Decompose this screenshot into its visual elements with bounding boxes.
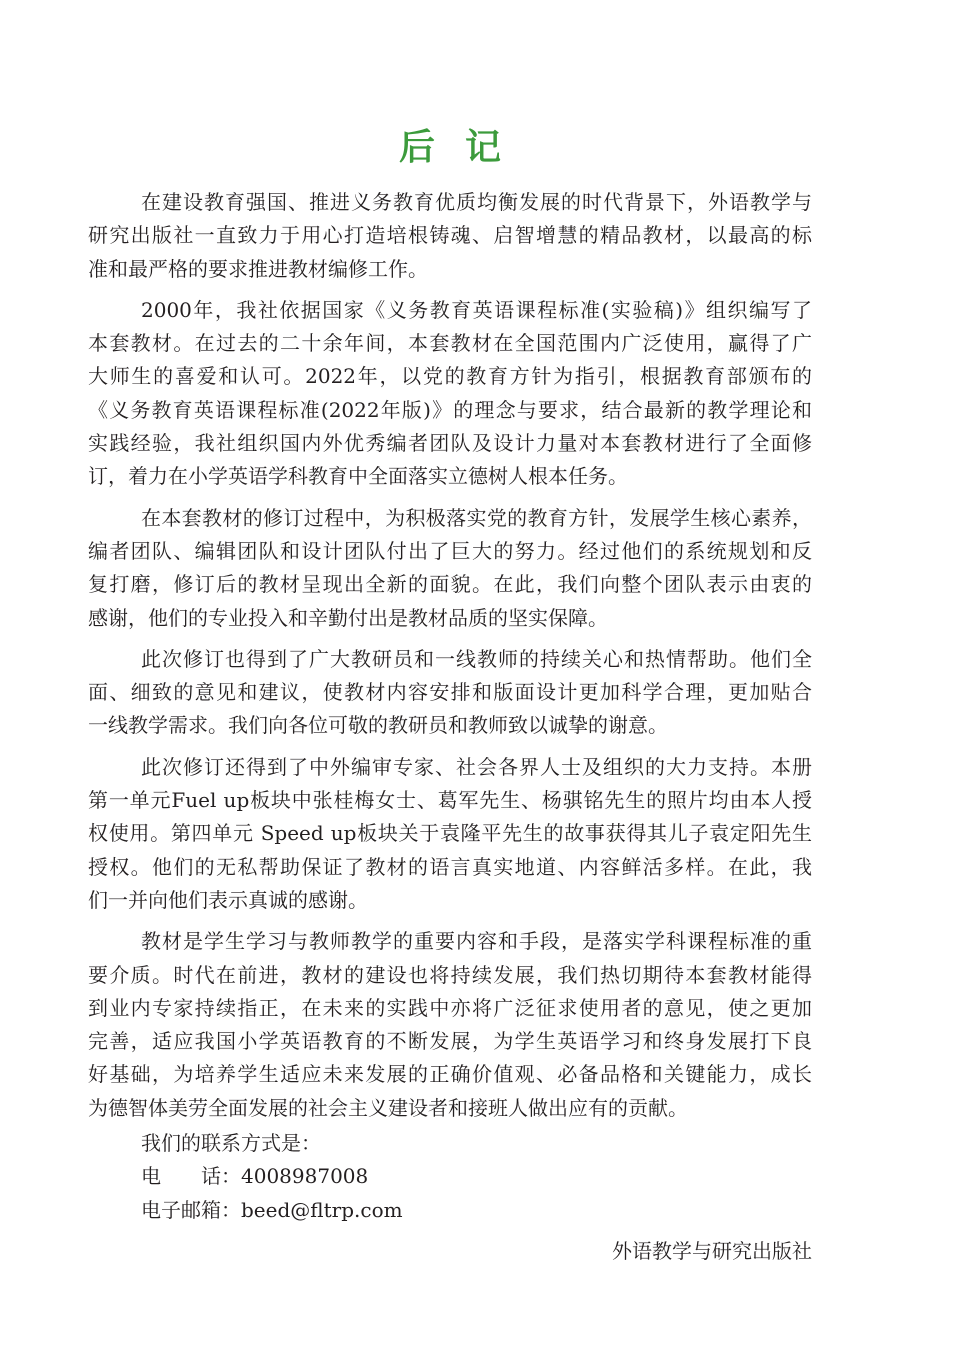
document-body — [88, 186, 812, 1268]
paragraph-line: 完善，适应我国小学英语教育的不断发展，为学生英语学习和终身发展打下良 — [88, 1029, 812, 1054]
paragraph-line: 为德智体美劳全面发展的社会主义建设者和接班人做出应有的贡献。 — [88, 1095, 688, 1120]
contact-info — [88, 1127, 812, 1227]
paragraph-line: 此次修订也得到了广大教研员和一线教师的持续关心和热情帮助。他们全 — [141, 646, 812, 671]
paragraph — [88, 925, 812, 1125]
paragraph-line: 第一单元Fuel up板块中张桂梅女士、葛军先生、杨骐铭先生的照片均由本人授 — [88, 788, 812, 813]
paragraph-line: 授权。他们的无私帮助保证了教材的语言真实地道、内容鲜活多样。在此，我 — [88, 854, 812, 879]
paragraph-line: 权使用。第四单元 Speed up板块关于袁隆平先生的故事获得其儿子袁定阳先生 — [88, 821, 812, 846]
paragraph-line: 要介质。时代在前进，教材的建设也将持续发展，我们热切期待本套教材能得 — [88, 962, 812, 987]
paragraph-line: 在本套教材的修订过程中，为积极落实党的教育方针，发展学生核心素养， — [141, 505, 812, 530]
publisher-signature: 外语教学与研究出版社 — [612, 1238, 812, 1263]
paragraph-line: 到业内专家持续指正，在未来的实践中亦将广泛征求使用者的意见，使之更加 — [88, 995, 812, 1020]
email-address: beed@fltrp.com — [241, 1197, 403, 1222]
phone-label: 电 话： — [141, 1164, 241, 1189]
phone-number: 4008987008 — [241, 1164, 369, 1189]
paragraph — [88, 186, 812, 286]
paragraph-line: 们一并向他们表示真诚的感谢。 — [88, 887, 368, 912]
paragraph-line: 本套教材。在过去的二十余年间，本套教材在全国范围内广泛使用，赢得了广 — [88, 331, 812, 356]
page-title: 后记 — [398, 127, 531, 168]
paragraph-line: 2000年，我社依据国家《义务教育英语课程标准(实验稿)》组织编写了 — [141, 297, 812, 322]
contact-phone-row — [141, 1160, 812, 1193]
paragraph-line: 研究出版社一直致力于用心打造培根铸魂、启智增慧的精品教材，以最高的标 — [88, 223, 812, 248]
paragraph-line: 编者团队、编辑团队和设计团队付出了巨大的努力。经过他们的系统规划和反 — [88, 538, 812, 563]
paragraph-line: 实践经验，我社组织国内外优秀编者团队及设计力量对本套教材进行了全面修 — [88, 431, 812, 456]
paragraph-list — [88, 186, 812, 1125]
paragraph-line: 此次修订还得到了中外编审专家、社会各界人士及组织的大力支持。本册 — [141, 754, 812, 779]
paragraph — [88, 294, 812, 494]
email-label: 电子邮箱： — [141, 1197, 241, 1222]
paragraph-line: 复打磨，修订后的教材呈现出全新的面貌。在此，我们向整个团队表示由衷的 — [88, 572, 812, 597]
paragraph-line: 订，着力在小学英语学科教育中全面落实立德树人根本任务。 — [88, 464, 628, 489]
contact-email-row — [141, 1194, 812, 1227]
paragraph — [88, 502, 812, 635]
paragraph-line: 好基础，为培养学生适应未来发展的正确价值观、必备品格和关键能力，成长 — [88, 1062, 812, 1087]
paragraph-line: 准和最严格的要求推进教材编修工作。 — [88, 256, 428, 281]
paragraph-line: 一线教学需求。我们向各位可敬的教研员和教师致以诚挚的谢意。 — [88, 713, 668, 738]
paragraph-line: 《义务教育英语课程标准(2022年版)》的理念与要求，结合最新的教学理论和 — [88, 397, 812, 422]
contact-intro: 我们的联系方式是： — [141, 1131, 321, 1156]
paragraph-line: 感谢，他们的专业投入和辛勤付出是教材品质的坚实保障。 — [88, 605, 608, 630]
paragraph — [88, 751, 812, 917]
paragraph-line: 大师生的喜爱和认可。2022年，以党的教育方针为指引，根据教育部颁布的 — [88, 364, 812, 389]
paragraph-line: 在建设教育强国、推进义务教育优质均衡发展的时代背景下，外语教学与 — [141, 190, 812, 214]
paragraph-line: 面、细致的意见和建议，使教材内容安排和版面设计更加科学合理，更加贴合 — [88, 680, 812, 705]
paragraph-line: 教材是学生学习与教师教学的重要内容和手段，是落实学科课程标准的重 — [141, 929, 812, 954]
paragraph — [88, 643, 812, 743]
